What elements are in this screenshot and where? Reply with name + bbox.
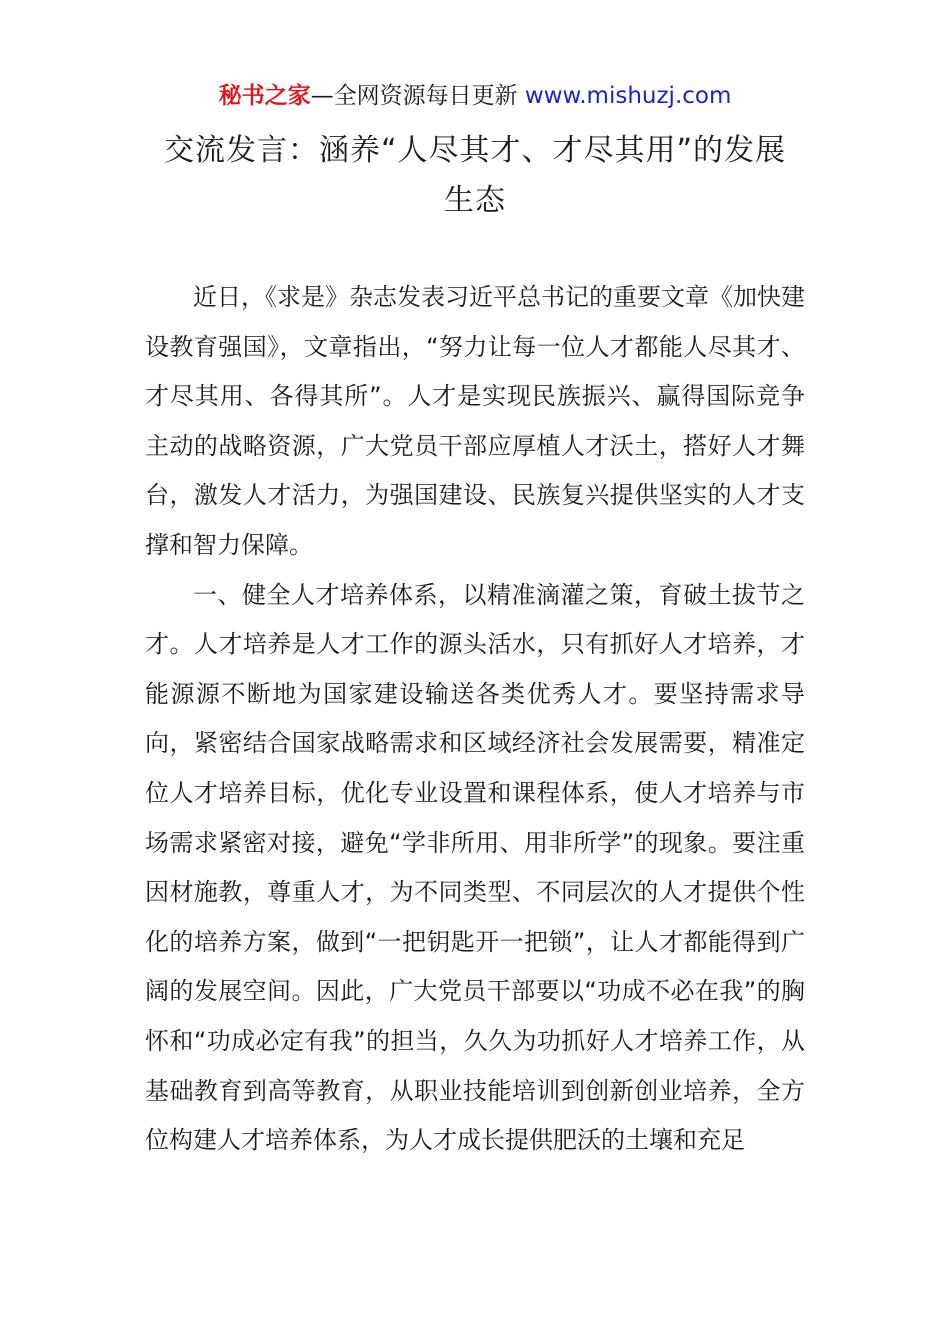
- article-body: [145, 273, 805, 1166]
- article-title: 交流发言：涵养“人尽其才、才尽其用”的发展生态: [163, 133, 787, 218]
- brand-name: 秘书之家: [218, 83, 311, 109]
- site-header: [0, 80, 950, 112]
- site-url-link[interactable]: www.mishuzj.com: [524, 83, 732, 109]
- paragraph-intro: 近日，《求是》杂志发表习近平总书记的重要文章《加快建设教育强国》，文章指出，“努力让每一位人才都能人尽其才、才尽其用、各得其所”。人才是实现民族振兴、赢得国际竞争主动的战略资源，广大党员干部应厚植人才沃土，搭好人才舞台，激发人才活力，为强国建设、民族复兴提供坚实的人才支撑和智力保障。: [145, 283, 805, 559]
- header-tagline: —全网资源每日更新: [310, 83, 518, 109]
- paragraph-section-1: 一、健全人才培养体系，以精准滴灌之策，育破土拔节之才。人才培养是人才工作的源头活水，只有抓好人才培养，才能源源不断地为国家建设输送各类优秀人才。要坚持需求导向，紧密结合国家战略需求和区域经济社会发展需要，精准定位人才培养目标，优化专业设置和课程体系，使人才培养与市场需求紧密对接，避免“学非所用、用非所学”的现象。要注重因材施教，尊重人才，为不同类型、不同层次的人才提供个性化的培养方案，做到“一把钥匙开一把锁”，让人才都能得到广阔的发展空间。因此，广大党员干部要以“功成不必在我”的胸怀和“功成必定有我”的担当，久久为功抓好人才培养工作，从基础教育到高等教育，从职业技能培训到创新创业培养，全方位构建人才培养体系，为人才成长提供肥沃的土壤和充足: [145, 580, 805, 1155]
